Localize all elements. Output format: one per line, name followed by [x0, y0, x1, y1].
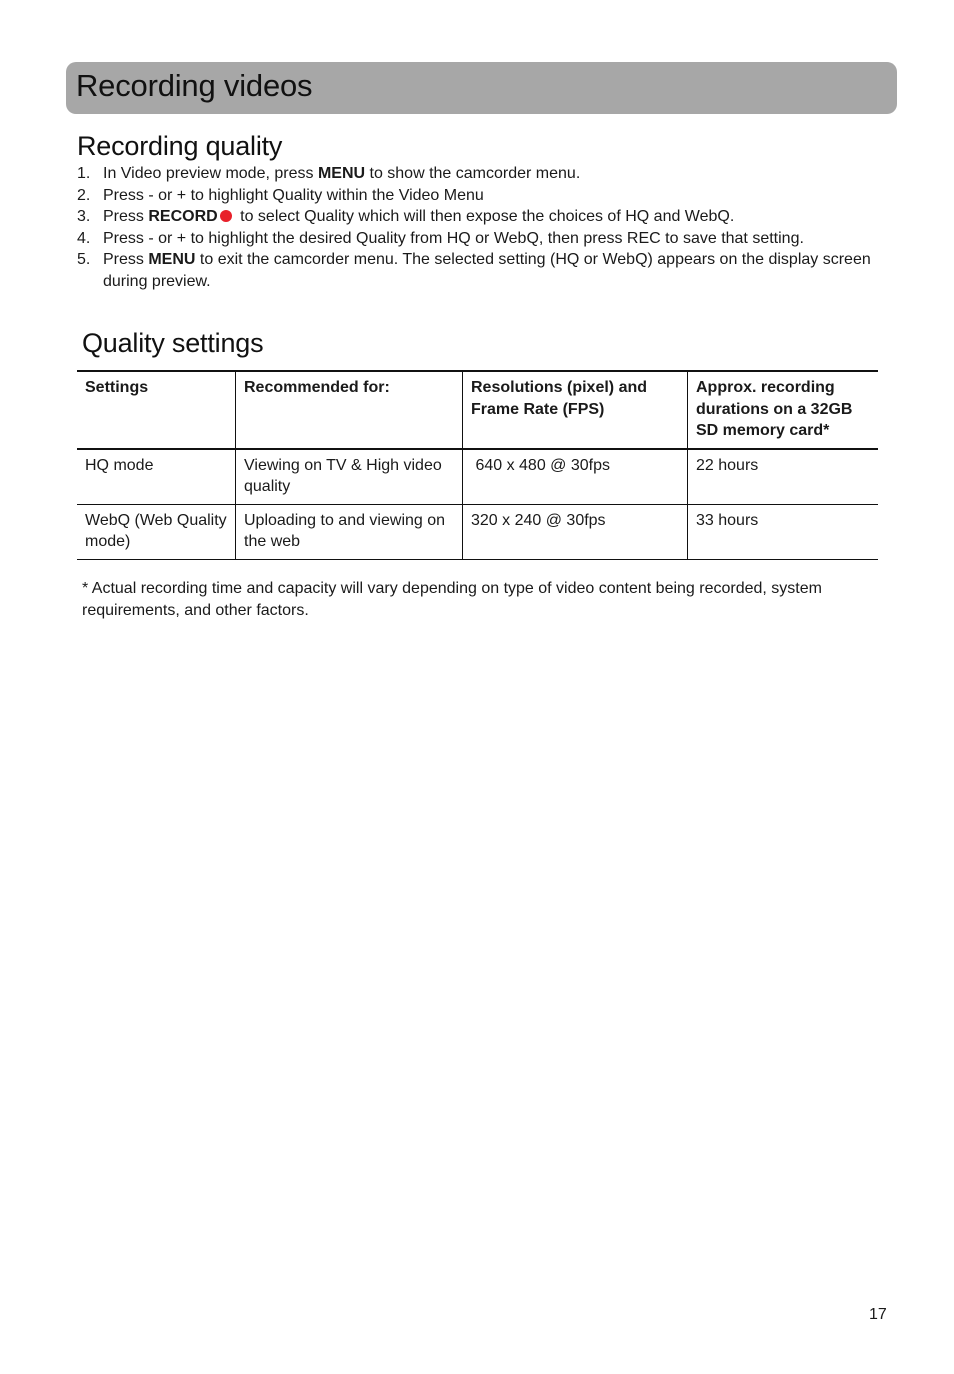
step-number: 1.	[77, 165, 91, 182]
menu-key-label: MENU	[148, 251, 196, 269]
table-row	[77, 504, 878, 559]
step-text: Press	[103, 251, 149, 269]
step-text: In Video preview mode, press	[103, 165, 318, 182]
step-number: 3.	[77, 208, 91, 226]
step-text: Press	[103, 208, 149, 226]
column-header-duration: Approx. recording durations on a 32GB SD memory card*	[688, 371, 879, 449]
step-item	[77, 163, 877, 185]
cell-duration: 33 hours	[688, 504, 879, 559]
header-bar	[66, 62, 897, 114]
cell-duration: 22 hours	[688, 449, 879, 505]
table-header-row	[77, 371, 878, 449]
menu-key-label: MENU	[317, 165, 366, 182]
column-header-settings: Settings	[85, 379, 149, 396]
record-dot-icon	[220, 210, 232, 222]
cell-setting: WebQ (Web Quality mode)	[85, 511, 227, 550]
step-text: Press - or + to highlight Quality within the Video Menu	[103, 186, 484, 204]
quality-settings-table	[77, 370, 878, 560]
section-title-quality-settings: Quality settings	[82, 328, 264, 358]
step-item	[77, 249, 877, 292]
page-title: Recording videos	[76, 68, 313, 103]
step-number: 4.	[77, 229, 91, 247]
column-header-resolution: Resolutions (pixel) and Frame Rate (FPS)	[463, 371, 688, 449]
steps-list	[77, 163, 877, 293]
step-number: 5.	[77, 251, 91, 269]
cell-recommended: Viewing on TV & High video quality	[236, 449, 463, 505]
cell-setting: HQ mode	[85, 456, 154, 474]
footnote: * Actual recording time and capacity will vary depending on type of video content being recorded, system requirements, and other factors.	[82, 580, 822, 619]
cell-resolution: 640 x 480 @ 30fps	[463, 449, 688, 505]
step-item	[77, 185, 877, 207]
cell-resolution: 320 x 240 @ 30fps	[463, 504, 688, 559]
step-text: to exit the camcorder menu. The selected setting (HQ or WebQ) appears on the display screen during preview.	[103, 251, 871, 290]
step-number: 2.	[77, 186, 91, 204]
step-text: to show the camcorder menu.	[365, 165, 581, 182]
record-key-label: RECORD	[148, 208, 218, 226]
cell-recommended: Uploading to and viewing on the web	[236, 504, 463, 559]
column-header-recommended: Recommended for:	[236, 371, 463, 449]
table-row	[77, 449, 878, 505]
section-title-recording-quality: Recording quality	[77, 131, 283, 161]
step-text: Press - or + to highlight the desired Quality from HQ or WebQ, then press REC to save that setting.	[103, 229, 804, 247]
step-item	[77, 228, 877, 250]
step-text: to select Quality which will then expose the choices of HQ and WebQ.	[235, 208, 735, 226]
step-item	[77, 206, 877, 228]
page-number: 17	[869, 1306, 887, 1323]
